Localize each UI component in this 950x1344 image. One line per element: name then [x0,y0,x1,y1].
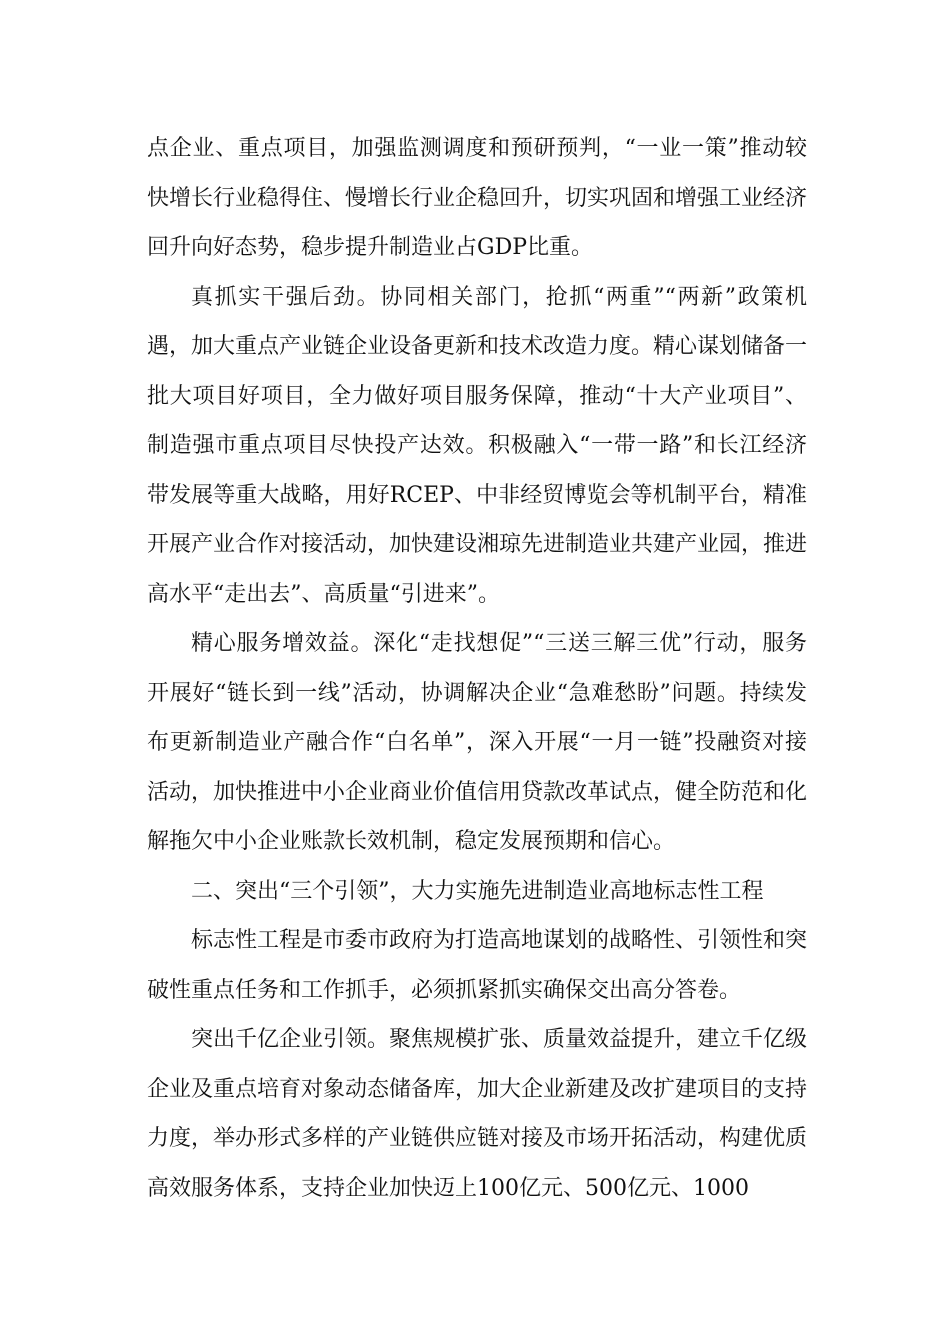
paragraph-investment: 真抓实干强后劲。协同相关部门，抢抓“两重”“两新”政策机遇，加大重点产业链企业设备更新和技术改造力度。精心谋划储备一批大项目好项目，全力做好项目服务保障，推动“十大产业项目”、制造强市重点项目尽快投产达效。积极融入“一带一路”和长江经济带发展等重大战略，用好RCEP、中非经贸博览会等机制平台，精准开展产业合作对接活动，加快建设湘琼先进制造业共建产业园，推进高水平“走出去”、高质量“引进来”。 [147,284,808,607]
document-body [147,124,807,1213]
paragraph-continued: 点企业、重点项目，加强监测调度和预研预判，“一业一策”推动较快增长行业稳得住、慢增长行业企稳回升，切实巩固和增强工业经济回升向好态势，稳步提升制造业占GDP比重。 [147,136,808,260]
section-heading: 二、突出“三个引领”，大力实施先进制造业高地标志性工程 [191,878,764,904]
paragraph-enterprise-lead: 突出千亿企业引领。聚焦规模扩张、质量效益提升，建立千亿级企业及重点培育对象动态储备库，加大企业新建及改扩建项目的支持力度，举办形式多样的产业链供应链对接及市场开拓活动，构建优质高效服务体系，支持企业加快迈上100亿元、500亿元、1000 [147,1027,808,1201]
paragraph-landmark-project: 标志性工程是市委市政府为打造高地谋划的战略性、引领性和突破性重点任务和工作抓手，必须抓紧抓实确保交出高分答卷。 [147,928,808,1003]
paragraph-service: 精心服务增效益。深化“走找想促”“三送三解三优”行动，服务开展好“链长到一线”活动，协调解决企业“急难愁盼”问题。持续发布更新制造业产融合作“白名单”，深入开展“一月一链”投融资对接活动，加快推进中小企业商业价值信用贷款改革试点，健全防范和化解拖欠中小企业账款长效机制，稳定发展预期和信心。 [147,631,808,854]
